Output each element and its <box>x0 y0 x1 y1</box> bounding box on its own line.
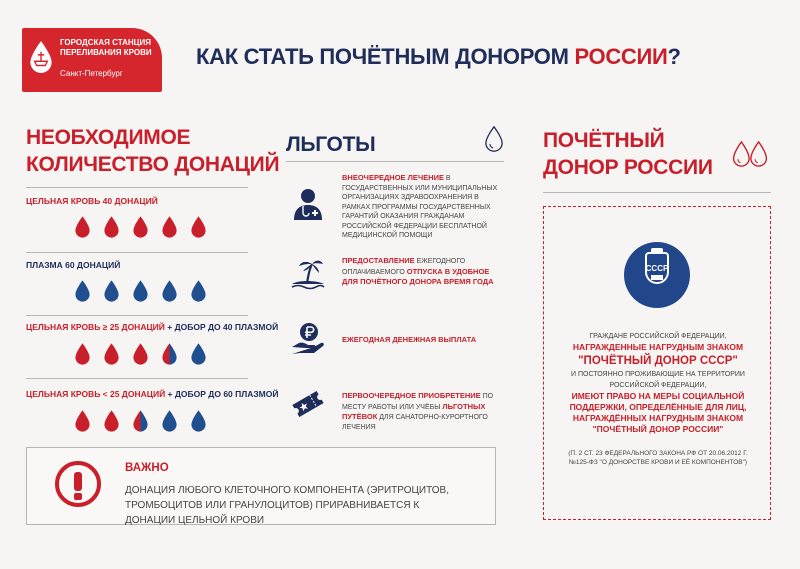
title-part3: ? <box>667 44 681 69</box>
honor-text-5: РОССИЙСКОЙ ФЕДЕРАЦИИ, <box>609 382 707 389</box>
honor-law-1: (П. 2 СТ. 23 ФЕДЕРАЛЬНОГО ЗАКОНА РФ ОТ 20.06.2012 Г. <box>568 450 748 457</box>
row3-label <box>26 322 278 332</box>
divider <box>26 315 248 316</box>
benefit-2-bold2: ОТПУСКА В УДОБНОЕ ДЛЯ ПОЧЁТНОГО ДОНОРА ВРЕМЯ ГОДА <box>342 266 494 286</box>
divider <box>286 161 504 162</box>
red-drop-icon <box>74 342 91 366</box>
honor-text-2: НАГРАЖДЕННЫЕ НАГРУДНЫМ ЗНАКОМ <box>572 342 744 352</box>
double-drop-icon <box>731 140 769 168</box>
row2-drops <box>74 279 207 303</box>
row2-text: ПЛАЗМА 60 ДОНАЦИЙ <box>26 260 121 270</box>
important-box <box>26 447 496 525</box>
blue-drop-icon <box>161 409 178 433</box>
medal-badge <box>624 242 690 308</box>
honor-text-6: ИМЕЮТ ПРАВО НА МЕРЫ СОЦИАЛЬНОЙ <box>571 391 745 401</box>
row2-label <box>26 260 120 270</box>
row4-part-b: + ДОБОР ДО 60 ПЛАЗМОЙ <box>165 389 279 399</box>
honor-title-line2: ДОНОР РОССИИ <box>543 156 713 179</box>
divider <box>26 187 248 188</box>
ruble-hand-icon <box>290 321 326 357</box>
logo-city: Санкт-Петербург <box>60 69 123 78</box>
donations-title <box>26 124 279 178</box>
row4-label <box>26 389 278 399</box>
row3-drops <box>74 342 207 366</box>
important-text: ДОНАЦИЯ ЛЮБОГО КЛЕТОЧНОГО КОМПОНЕНТА (ЭРИТРОЦИТОВ, ТРОМБОЦИТОВ ИЛИ ГРАНУЛОЦИТОВ) ПРИРАВНИВАЕТСЯ К ДОНАЦИИ ЦЕЛЬНОЙ КРОВИ <box>125 485 449 526</box>
benefit-4-bold2: ЛЬГОТНЫХ ПУТЁВОК <box>342 401 486 421</box>
benefit-1-text: В ГОСУДАРСТВЕННЫХ ИЛИ МУНИЦИПАЛЬНЫХ ОРГАНИЗАЦИЯХ ЗДРАВООХРАНЕНИЯ В РАМКАХ ПРОГРАММЫ ГОСУДАРСТВЕННЫХ ГАРАНТИЙ ОКАЗАНИЯ ГРАЖДАНАМ РОССИЙСКОЙ ФЕДЕРАЦИИ БЕСПЛАТНОЙ МЕДИЦИНСКОЙ ПОМОЩИ <box>342 175 498 239</box>
row4-drops <box>74 409 207 433</box>
donations-title-line1: НЕОБХОДИМОЕ <box>26 126 191 149</box>
red-drop-icon <box>132 342 149 366</box>
donations-title-line2: КОЛИЧЕСТВО ДОНАЦИЙ <box>26 153 280 176</box>
blue-drop-icon <box>190 279 207 303</box>
honor-text-9: "ПОЧЁТНЫЙ ДОНОР РОССИИ" <box>592 424 724 434</box>
row1-drops <box>74 215 207 239</box>
warning-icon <box>55 461 101 507</box>
benefit-4-text: ПО МЕСТУ РАБОТЫ ИЛИ УЧЁБЫ <box>342 393 494 411</box>
blue-drop-icon <box>161 279 178 303</box>
divider <box>543 192 771 193</box>
benefit-2-bold: ПРЕДОСТАВЛЕНИЕ <box>342 256 415 265</box>
honor-text <box>550 331 766 467</box>
important-title: ВАЖНО <box>125 462 169 474</box>
benefit-3 <box>342 335 502 346</box>
red-drop-icon <box>161 215 178 239</box>
blood-drop-logo-icon <box>28 40 54 74</box>
benefit-3-bold: ЕЖЕГОДНАЯ ДЕНЕЖНАЯ ВЫПЛАТА <box>342 335 477 344</box>
benefit-2 <box>342 256 502 288</box>
benefit-4-text2: ДЛЯ САНАТОРНО-КУРОРТНОГО ЛЕЧЕНИЯ <box>342 414 488 431</box>
red-drop-icon <box>74 409 91 433</box>
half-drop-icon <box>161 342 178 366</box>
logo-text <box>60 38 152 58</box>
half-drop-icon <box>132 409 149 433</box>
logo <box>22 28 162 92</box>
red-drop-icon <box>103 342 120 366</box>
page-title <box>196 44 681 70</box>
blue-drop-icon <box>190 342 207 366</box>
row3-part-a: ЦЕЛЬНАЯ КРОВЬ ≥ 25 ДОНАЦИЙ <box>26 322 165 332</box>
title-part2: РОССИИ <box>574 44 668 69</box>
red-drop-icon <box>103 409 120 433</box>
benefit-4-bold: ПЕРВООЧЕРЕДНОЕ ПРИОБРЕТЕНИЕ <box>342 391 481 400</box>
honor-text-1: ГРАЖДАНЕ РОССИЙСКОЙ ФЕДЕРАЦИИ, <box>589 333 727 340</box>
logo-line2: ПЕРЕЛИВАНИЯ КРОВИ <box>60 48 152 57</box>
red-drop-icon <box>103 215 120 239</box>
row4-part-a: ЦЕЛЬНАЯ КРОВЬ < 25 ДОНАЦИЙ <box>26 389 166 399</box>
honor-text-8: НАГРАЖДЁННЫХ НАГРУДНЫМ ЗНАКОМ <box>572 413 744 423</box>
honor-law-2: №125-ФЗ "О ДОНОРСТВЕ КРОВИ И ЕЁ КОМПОНЕНТОВ") <box>568 459 748 466</box>
palm-island-icon <box>290 254 326 290</box>
blue-drop-icon <box>74 279 91 303</box>
red-drop-icon <box>132 215 149 239</box>
row3-part-b: + ДОБОР ДО 40 ПЛАЗМОЙ <box>164 322 279 332</box>
honor-text-4: И ПОСТОЯННО ПРОЖИВАЮЩИЕ НА ТЕРРИТОРИИ <box>571 371 745 378</box>
drop-outline-icon <box>484 126 504 152</box>
blue-drop-icon <box>132 279 149 303</box>
benefit-4 <box>342 391 502 432</box>
honor-text-7: ПОДДЕРЖКИ, ОПРЕДЕЛЁННЫЕ ДЛЯ ЛИЦ, <box>569 402 747 412</box>
red-drop-icon <box>190 215 207 239</box>
divider <box>26 378 248 379</box>
title-part1: КАК СТАТЬ ПОЧЁТНЫМ ДОНОРОМ <box>196 44 575 69</box>
blue-drop-icon <box>103 279 120 303</box>
ticket-icon <box>290 386 326 422</box>
red-drop-icon <box>74 215 91 239</box>
honor-title-line1: ПОЧЁТНЫЙ <box>543 129 665 152</box>
benefits-title: ЛЬГОТЫ <box>286 133 376 156</box>
honor-box <box>543 206 771 520</box>
blue-drop-icon <box>190 409 207 433</box>
logo-line1: ГОРОДСКАЯ СТАНЦИЯ <box>60 38 151 47</box>
row1-label: ЦЕЛЬНАЯ КРОВЬ 40 ДОНАЦИЙ <box>26 196 158 206</box>
benefit-1 <box>342 173 502 241</box>
divider <box>26 252 248 253</box>
medal-badge-text: СССР <box>645 264 669 273</box>
doctor-icon <box>290 186 326 222</box>
benefit-2-text: ЕЖЕГОДНОГО ОПЛАЧИВАЕМОГО <box>342 258 466 276</box>
benefit-1-bold: ВНЕОЧЕРЕДНОЕ ЛЕЧЕНИЕ <box>342 173 444 182</box>
honor-title <box>543 127 713 181</box>
honor-text-3: "ПОЧЁТНЫЙ ДОНОР СССР" <box>578 355 738 367</box>
